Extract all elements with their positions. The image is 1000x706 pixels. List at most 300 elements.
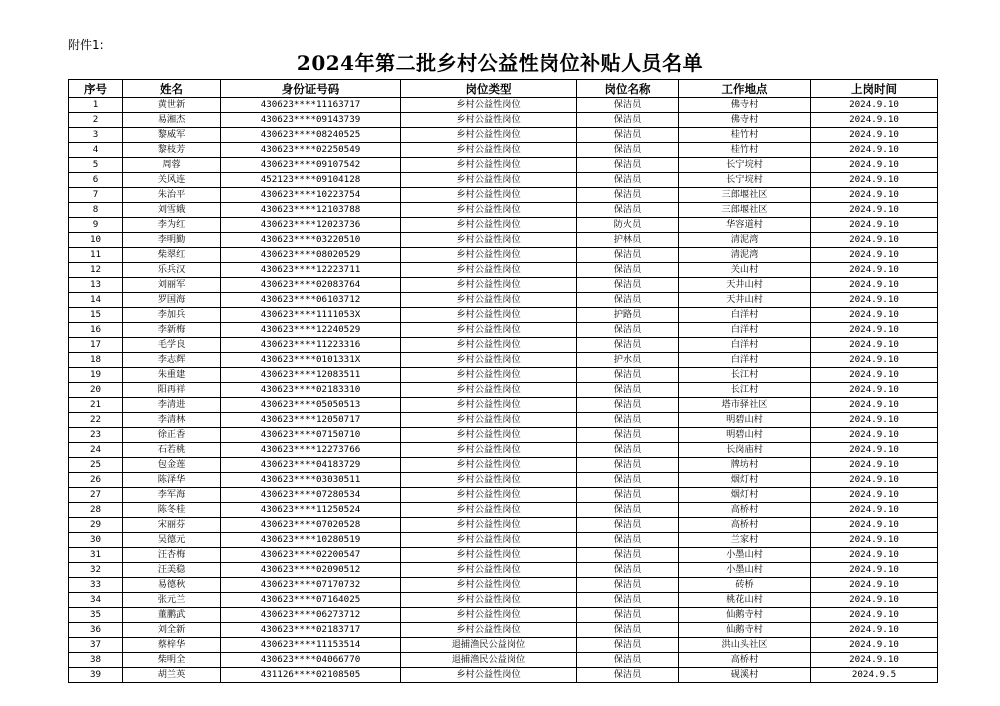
cell-post-name: 护林员 [577, 233, 679, 248]
cell-post-name: 保洁员 [577, 323, 679, 338]
cell-index: 14 [69, 293, 123, 308]
table-row [69, 443, 938, 458]
cell-work-location: 长宁垸村 [679, 173, 811, 188]
cell-post-type: 乡村公益性岗位 [401, 113, 577, 128]
cell-work-location: 烟灯村 [679, 488, 811, 503]
cell-name: 陈冬桂 [123, 503, 221, 518]
cell-id-number: 430623****07170732 [221, 578, 401, 593]
cell-index: 37 [69, 638, 123, 653]
cell-start-date: 2024.9.10 [811, 203, 938, 218]
cell-work-location: 桃花山村 [679, 593, 811, 608]
cell-name: 李加兵 [123, 308, 221, 323]
cell-id-number: 430623****10280519 [221, 533, 401, 548]
cell-name: 朱重建 [123, 368, 221, 383]
cell-post-name: 保洁员 [577, 158, 679, 173]
cell-start-date: 2024.9.10 [811, 128, 938, 143]
cell-start-date: 2024.9.10 [811, 503, 938, 518]
cell-id-number: 430623****09143739 [221, 113, 401, 128]
cell-id-number: 430623****03220510 [221, 233, 401, 248]
table-row [69, 518, 938, 533]
cell-name: 张元兰 [123, 593, 221, 608]
cell-start-date: 2024.9.10 [811, 158, 938, 173]
cell-id-number: 430623****02083764 [221, 278, 401, 293]
cell-name: 阳再祥 [123, 383, 221, 398]
cell-index: 30 [69, 533, 123, 548]
cell-id-number: 430623****07150710 [221, 428, 401, 443]
cell-id-number: 430623****02090512 [221, 563, 401, 578]
cell-index: 13 [69, 278, 123, 293]
cell-id-number: 430623****09107542 [221, 158, 401, 173]
cell-post-type: 乡村公益性岗位 [401, 143, 577, 158]
cell-index: 18 [69, 353, 123, 368]
cell-post-type: 乡村公益性岗位 [401, 518, 577, 533]
cell-post-type: 乡村公益性岗位 [401, 473, 577, 488]
cell-id-number: 430623****07280534 [221, 488, 401, 503]
cell-post-name: 保洁员 [577, 398, 679, 413]
table-row [69, 173, 938, 188]
cell-post-type: 乡村公益性岗位 [401, 173, 577, 188]
cell-index: 16 [69, 323, 123, 338]
attachment-label: 附件1: [68, 38, 104, 52]
cell-work-location: 桂竹村 [679, 143, 811, 158]
cell-work-location: 长江村 [679, 383, 811, 398]
cell-start-date: 2024.9.10 [811, 383, 938, 398]
cell-post-type: 乡村公益性岗位 [401, 308, 577, 323]
cell-name: 周蓉 [123, 158, 221, 173]
cell-id-number: 430623****11163717 [221, 98, 401, 113]
cell-id-number: 430623****12223711 [221, 263, 401, 278]
table-row [69, 578, 938, 593]
cell-post-type: 乡村公益性岗位 [401, 548, 577, 563]
cell-name: 宋丽芬 [123, 518, 221, 533]
cell-post-name: 保洁员 [577, 473, 679, 488]
header-id-number: 身份证号码 [221, 80, 401, 98]
table-row [69, 428, 938, 443]
cell-start-date: 2024.9.10 [811, 218, 938, 233]
table-row [69, 188, 938, 203]
cell-post-type: 乡村公益性岗位 [401, 668, 577, 683]
cell-start-date: 2024.9.10 [811, 608, 938, 623]
cell-name: 李清林 [123, 413, 221, 428]
table-row [69, 323, 938, 338]
cell-start-date: 2024.9.10 [811, 263, 938, 278]
cell-index: 15 [69, 308, 123, 323]
cell-index: 38 [69, 653, 123, 668]
cell-post-type: 乡村公益性岗位 [401, 323, 577, 338]
cell-post-name: 保洁员 [577, 188, 679, 203]
header-work-location: 工作地点 [679, 80, 811, 98]
cell-post-name: 保洁员 [577, 623, 679, 638]
cell-id-number: 430623****10223754 [221, 188, 401, 203]
cell-id-number: 430623****05050513 [221, 398, 401, 413]
cell-post-name: 保洁员 [577, 263, 679, 278]
table-row [69, 98, 938, 113]
table-row [69, 113, 938, 128]
cell-start-date: 2024.9.10 [811, 638, 938, 653]
cell-index: 28 [69, 503, 123, 518]
cell-start-date: 2024.9.10 [811, 338, 938, 353]
cell-name: 吴德元 [123, 533, 221, 548]
cell-name: 汪美稳 [123, 563, 221, 578]
cell-start-date: 2024.9.5 [811, 668, 938, 683]
cell-post-type: 乡村公益性岗位 [401, 578, 577, 593]
cell-index: 3 [69, 128, 123, 143]
cell-id-number: 430623****06273712 [221, 608, 401, 623]
cell-work-location: 烟灯村 [679, 473, 811, 488]
cell-work-location: 白洋村 [679, 353, 811, 368]
cell-id-number: 430623****12103788 [221, 203, 401, 218]
cell-work-location: 小墨山村 [679, 563, 811, 578]
cell-work-location: 仙鹅寺村 [679, 623, 811, 638]
cell-index: 26 [69, 473, 123, 488]
table-row [69, 668, 938, 683]
cell-start-date: 2024.9.10 [811, 113, 938, 128]
cell-name: 李清进 [123, 398, 221, 413]
table-row [69, 653, 938, 668]
cell-work-location: 牌坊村 [679, 458, 811, 473]
cell-start-date: 2024.9.10 [811, 518, 938, 533]
cell-post-type: 乡村公益性岗位 [401, 128, 577, 143]
cell-post-type: 乡村公益性岗位 [401, 623, 577, 638]
cell-post-name: 保洁员 [577, 653, 679, 668]
cell-post-name: 保洁员 [577, 428, 679, 443]
cell-work-location: 长宁垸村 [679, 158, 811, 173]
cell-post-name: 保洁员 [577, 143, 679, 158]
cell-index: 6 [69, 173, 123, 188]
document-title: 2024年第二批乡村公益性岗位补贴人员名单 [296, 51, 704, 75]
cell-id-number: 430623****06103712 [221, 293, 401, 308]
cell-name: 汪杏梅 [123, 548, 221, 563]
cell-post-name: 保洁员 [577, 293, 679, 308]
cell-name: 李为红 [123, 218, 221, 233]
cell-post-name: 保洁员 [577, 488, 679, 503]
cell-id-number: 430623****0101331X [221, 353, 401, 368]
table-row [69, 638, 938, 653]
table-row [69, 128, 938, 143]
cell-work-location: 白洋村 [679, 308, 811, 323]
table-row [69, 623, 938, 638]
cell-start-date: 2024.9.10 [811, 143, 938, 158]
cell-post-name: 防火员 [577, 218, 679, 233]
cell-name: 黎威军 [123, 128, 221, 143]
cell-post-name: 保洁员 [577, 203, 679, 218]
cell-index: 21 [69, 398, 123, 413]
cell-index: 8 [69, 203, 123, 218]
cell-work-location: 高桥村 [679, 503, 811, 518]
cell-name: 李志辉 [123, 353, 221, 368]
header-index: 序号 [69, 80, 123, 98]
cell-name: 李军海 [123, 488, 221, 503]
table-row [69, 338, 938, 353]
cell-post-type: 乡村公益性岗位 [401, 98, 577, 113]
cell-post-type: 乡村公益性岗位 [401, 428, 577, 443]
cell-work-location: 仙鹅寺村 [679, 608, 811, 623]
cell-id-number: 431126****02108505 [221, 668, 401, 683]
cell-name: 黄世新 [123, 98, 221, 113]
table-row [69, 308, 938, 323]
cell-post-name: 保洁员 [577, 248, 679, 263]
cell-index: 39 [69, 668, 123, 683]
cell-work-location: 关山村 [679, 263, 811, 278]
cell-post-type: 乡村公益性岗位 [401, 293, 577, 308]
cell-id-number: 430623****04183729 [221, 458, 401, 473]
cell-post-name: 护水员 [577, 353, 679, 368]
cell-post-name: 保洁员 [577, 668, 679, 683]
cell-name: 刘全新 [123, 623, 221, 638]
cell-work-location: 兰家村 [679, 533, 811, 548]
cell-work-location: 华容道村 [679, 218, 811, 233]
table-row [69, 563, 938, 578]
cell-id-number: 430623****03030511 [221, 473, 401, 488]
cell-start-date: 2024.9.10 [811, 593, 938, 608]
cell-post-type: 乡村公益性岗位 [401, 458, 577, 473]
cell-post-type: 乡村公益性岗位 [401, 533, 577, 548]
cell-post-name: 保洁员 [577, 113, 679, 128]
cell-name: 黎枝芳 [123, 143, 221, 158]
cell-post-type: 乡村公益性岗位 [401, 608, 577, 623]
cell-start-date: 2024.9.10 [811, 353, 938, 368]
table-row [69, 413, 938, 428]
table-row [69, 353, 938, 368]
cell-start-date: 2024.9.10 [811, 293, 938, 308]
table-row [69, 263, 938, 278]
cell-id-number: 430623****02183717 [221, 623, 401, 638]
cell-post-type: 乡村公益性岗位 [401, 158, 577, 173]
cell-index: 12 [69, 263, 123, 278]
cell-start-date: 2024.9.10 [811, 98, 938, 113]
cell-work-location: 三郎堰社区 [679, 188, 811, 203]
table-row [69, 503, 938, 518]
cell-id-number: 430623****07164025 [221, 593, 401, 608]
cell-work-location: 洪山头社区 [679, 638, 811, 653]
cell-name: 朱治平 [123, 188, 221, 203]
cell-index: 10 [69, 233, 123, 248]
cell-post-name: 保洁员 [577, 338, 679, 353]
cell-index: 19 [69, 368, 123, 383]
cell-post-type: 乡村公益性岗位 [401, 263, 577, 278]
cell-id-number: 430623****07020528 [221, 518, 401, 533]
cell-post-type: 乡村公益性岗位 [401, 218, 577, 233]
cell-post-name: 保洁员 [577, 128, 679, 143]
cell-post-type: 乡村公益性岗位 [401, 203, 577, 218]
table-row [69, 533, 938, 548]
cell-work-location: 佛寺村 [679, 98, 811, 113]
cell-work-location: 长江村 [679, 368, 811, 383]
cell-index: 34 [69, 593, 123, 608]
cell-post-type: 乡村公益性岗位 [401, 383, 577, 398]
cell-work-location: 高桥村 [679, 653, 811, 668]
cell-work-location: 白洋村 [679, 338, 811, 353]
cell-index: 11 [69, 248, 123, 263]
cell-post-name: 保洁员 [577, 98, 679, 113]
cell-name: 陈泽华 [123, 473, 221, 488]
cell-post-type: 退捕渔民公益岗位 [401, 653, 577, 668]
cell-post-type: 乡村公益性岗位 [401, 353, 577, 368]
cell-id-number: 452123****09104128 [221, 173, 401, 188]
cell-post-type: 乡村公益性岗位 [401, 278, 577, 293]
cell-start-date: 2024.9.10 [811, 578, 938, 593]
table-row [69, 368, 938, 383]
cell-index: 20 [69, 383, 123, 398]
cell-id-number: 430623****11223316 [221, 338, 401, 353]
cell-work-location: 清泥湾 [679, 233, 811, 248]
cell-post-type: 乡村公益性岗位 [401, 443, 577, 458]
cell-start-date: 2024.9.10 [811, 173, 938, 188]
cell-name: 易德秋 [123, 578, 221, 593]
cell-work-location: 砚溪村 [679, 668, 811, 683]
cell-start-date: 2024.9.10 [811, 458, 938, 473]
cell-start-date: 2024.9.10 [811, 188, 938, 203]
cell-post-type: 乡村公益性岗位 [401, 593, 577, 608]
cell-index: 36 [69, 623, 123, 638]
cell-index: 17 [69, 338, 123, 353]
cell-post-type: 乡村公益性岗位 [401, 248, 577, 263]
cell-start-date: 2024.9.10 [811, 488, 938, 503]
cell-name: 董鹏武 [123, 608, 221, 623]
cell-post-type: 乡村公益性岗位 [401, 338, 577, 353]
table-row [69, 608, 938, 623]
cell-start-date: 2024.9.10 [811, 308, 938, 323]
cell-id-number: 430623****11153514 [221, 638, 401, 653]
cell-post-type: 乡村公益性岗位 [401, 563, 577, 578]
cell-work-location: 高桥村 [679, 518, 811, 533]
cell-name: 易湘杰 [123, 113, 221, 128]
cell-name: 李新梅 [123, 323, 221, 338]
cell-post-name: 保洁员 [577, 443, 679, 458]
cell-index: 9 [69, 218, 123, 233]
cell-index: 31 [69, 548, 123, 563]
cell-name: 徐正香 [123, 428, 221, 443]
cell-post-name: 保洁员 [577, 593, 679, 608]
table-row [69, 233, 938, 248]
cell-index: 4 [69, 143, 123, 158]
table-row [69, 488, 938, 503]
cell-post-type: 乡村公益性岗位 [401, 398, 577, 413]
cell-work-location: 三郎堰社区 [679, 203, 811, 218]
table-row [69, 548, 938, 563]
cell-start-date: 2024.9.10 [811, 233, 938, 248]
cell-work-location: 清泥湾 [679, 248, 811, 263]
cell-work-location: 小墨山村 [679, 548, 811, 563]
cell-work-location: 长岗庙村 [679, 443, 811, 458]
cell-post-name: 保洁员 [577, 368, 679, 383]
cell-post-type: 乡村公益性岗位 [401, 233, 577, 248]
cell-index: 2 [69, 113, 123, 128]
cell-id-number: 430623****12083511 [221, 368, 401, 383]
table-row [69, 458, 938, 473]
cell-id-number: 430623****04066770 [221, 653, 401, 668]
table-row [69, 398, 938, 413]
cell-name: 罗国海 [123, 293, 221, 308]
cell-start-date: 2024.9.10 [811, 653, 938, 668]
cell-index: 7 [69, 188, 123, 203]
cell-name: 柴明全 [123, 653, 221, 668]
cell-index: 5 [69, 158, 123, 173]
cell-index: 32 [69, 563, 123, 578]
table-row [69, 158, 938, 173]
table-row [69, 278, 938, 293]
cell-post-name: 保洁员 [577, 278, 679, 293]
cell-work-location: 明碧山村 [679, 413, 811, 428]
cell-post-name: 保洁员 [577, 173, 679, 188]
table-row [69, 218, 938, 233]
cell-post-name: 保洁员 [577, 638, 679, 653]
cell-name: 石若桃 [123, 443, 221, 458]
cell-id-number: 430623****02200547 [221, 548, 401, 563]
cell-start-date: 2024.9.10 [811, 428, 938, 443]
cell-name: 刘丽军 [123, 278, 221, 293]
cell-index: 29 [69, 518, 123, 533]
cell-post-name: 保洁员 [577, 383, 679, 398]
cell-id-number: 430623****11250524 [221, 503, 401, 518]
cell-work-location: 白洋村 [679, 323, 811, 338]
cell-name: 关风连 [123, 173, 221, 188]
cell-index: 24 [69, 443, 123, 458]
cell-post-name: 保洁员 [577, 503, 679, 518]
cell-id-number: 430623****1111053X [221, 308, 401, 323]
cell-post-name: 保洁员 [577, 413, 679, 428]
cell-start-date: 2024.9.10 [811, 413, 938, 428]
cell-start-date: 2024.9.10 [811, 443, 938, 458]
table-row [69, 593, 938, 608]
cell-name: 刘雪娥 [123, 203, 221, 218]
cell-post-name: 保洁员 [577, 458, 679, 473]
cell-post-name: 保洁员 [577, 548, 679, 563]
cell-start-date: 2024.9.10 [811, 248, 938, 263]
cell-start-date: 2024.9.10 [811, 368, 938, 383]
cell-post-name: 保洁员 [577, 578, 679, 593]
cell-post-name: 保洁员 [577, 608, 679, 623]
cell-index: 35 [69, 608, 123, 623]
cell-id-number: 430623****12023736 [221, 218, 401, 233]
personnel-table [68, 79, 938, 683]
cell-post-type: 乡村公益性岗位 [401, 488, 577, 503]
cell-work-location: 天井山村 [679, 293, 811, 308]
cell-post-name: 保洁员 [577, 518, 679, 533]
cell-name: 乐兵汉 [123, 263, 221, 278]
cell-start-date: 2024.9.10 [811, 278, 938, 293]
cell-work-location: 佛寺村 [679, 113, 811, 128]
cell-index: 27 [69, 488, 123, 503]
cell-post-name: 保洁员 [577, 533, 679, 548]
cell-id-number: 430623****08020529 [221, 248, 401, 263]
table-row [69, 248, 938, 263]
table-header-row [69, 80, 938, 98]
table-row [69, 203, 938, 218]
cell-index: 33 [69, 578, 123, 593]
cell-id-number: 430623****08240525 [221, 128, 401, 143]
cell-work-location: 砖桥 [679, 578, 811, 593]
cell-post-name: 护路员 [577, 308, 679, 323]
cell-start-date: 2024.9.10 [811, 473, 938, 488]
cell-start-date: 2024.9.10 [811, 623, 938, 638]
header-post-type: 岗位类型 [401, 80, 577, 98]
header-start-date: 上岗时间 [811, 80, 938, 98]
cell-start-date: 2024.9.10 [811, 533, 938, 548]
cell-work-location: 天井山村 [679, 278, 811, 293]
cell-post-type: 退捕渔民公益岗位 [401, 638, 577, 653]
cell-name: 柴翠红 [123, 248, 221, 263]
header-post-name: 岗位名称 [577, 80, 679, 98]
cell-index: 25 [69, 458, 123, 473]
cell-start-date: 2024.9.10 [811, 323, 938, 338]
cell-start-date: 2024.9.10 [811, 548, 938, 563]
cell-work-location: 塔市驿社区 [679, 398, 811, 413]
cell-name: 毛学良 [123, 338, 221, 353]
cell-name: 胡兰英 [123, 668, 221, 683]
cell-index: 23 [69, 428, 123, 443]
cell-name: 蔡梓华 [123, 638, 221, 653]
